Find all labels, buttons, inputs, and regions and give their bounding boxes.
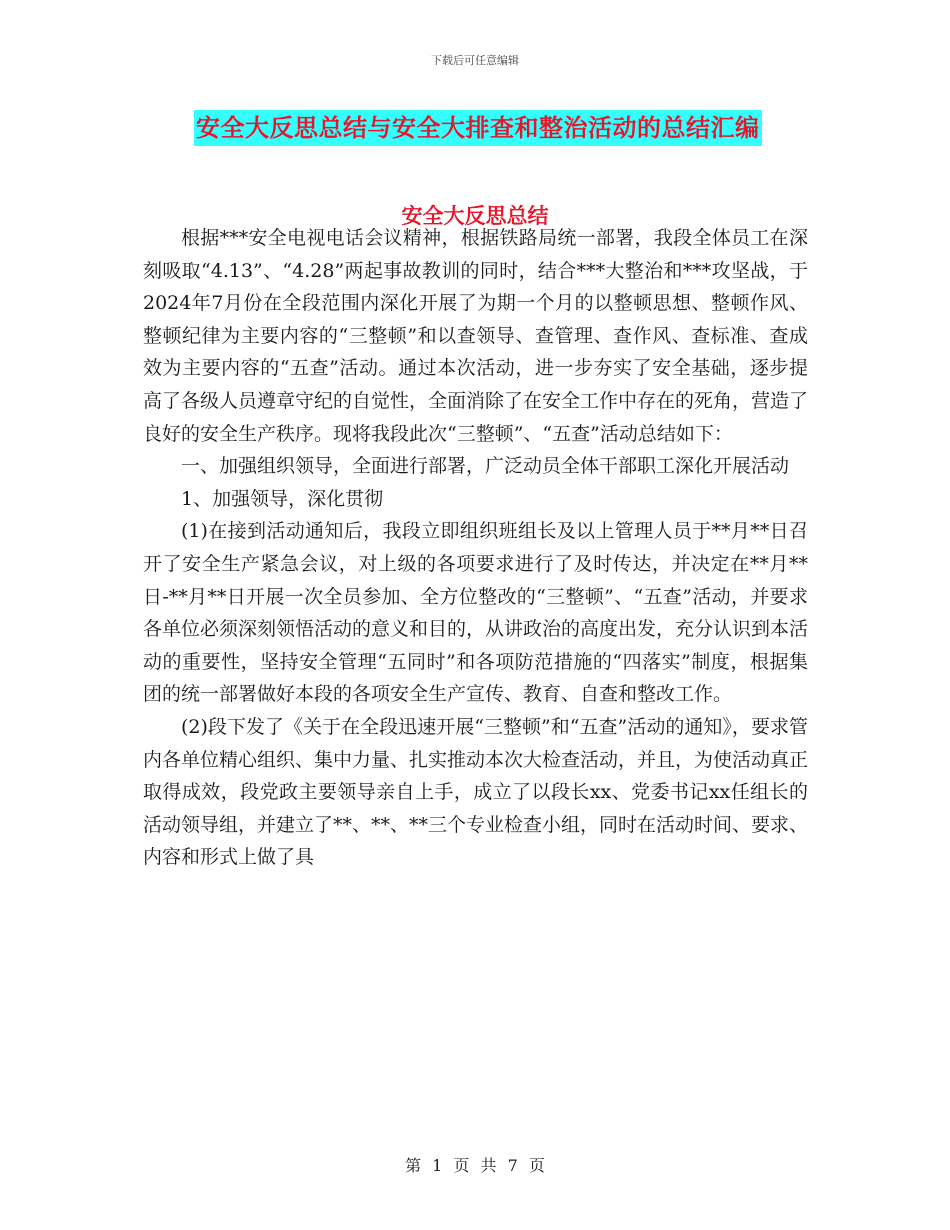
page-number-footer: 第 1 页 共 7 页 <box>405 1156 545 1175</box>
paragraph: (1)在接到活动通知后，我段立即组织班组长及以上管理人员于**月**日召开了安全生产紧急会议，对上级的各项要求进行了及时传达，并决定在**月**日-**月**日开展一次全员参加、全方位整改的“三整顿”、“五查”活动，并要求各单位必须深刻领悟活动的意义和目的，从讲政治的高度出发，充分认识到本活动的重要性，坚持安全管理“五同时”和各项防范措施的“四落实”制度，根据集团的统一部署做好本段的各项安全生产宣传、教育、自查和整改工作。 <box>143 520 809 706</box>
paragraph: 1、加强领导，深化贯彻 <box>181 487 384 510</box>
paragraph: 一、加强组织领导，全面进行部署，广泛动员全体干部职工深化开展活动 <box>181 455 790 478</box>
document-body <box>143 222 808 874</box>
paragraph: 根据***安全电视电话会议精神，根据铁路局统一部署，我段全体员工在深刻吸取“4.13”、“4.28”两起事故教训的同时，结合***大整治和***攻坚战，于2024年7月份在全段范围内深化开展了为期一个月的以整顿思想、整顿作风、整顿纪律为主要内容的“三整顿”和以查领导、查管理、查作风、查标准、查成效为主要内容的“五查”活动。通过本次活动，进一步夯实了安全基础，逐步提高了各级人员遵章守纪的自觉性，全面消除了在安全工作中存在的死角，营造了良好的安全生产秩序。现将我段此次“三整顿”、“五查”活动总结如下： <box>143 227 809 445</box>
paragraph: (2)段下发了《关于在全段迅速开展“三整顿”和“五查”活动的通知》，要求管内各单位精心组织、集中力量、扎实推动本次大检查活动，并且，为使活动真正取得成效，段党政主要领导亲自上手，成立了以段长xx、党委书记xx任组长的活动领导组，并建立了**、**、**三个专业检查小组，同时在活动时间、要求、内容和形式上做了具 <box>143 715 809 869</box>
section-title: 安全大反思总结 <box>401 203 549 228</box>
document-main-title: 安全大反思总结与安全大排查和整治活动的总结汇编 <box>194 110 762 146</box>
download-note: 下载后可任意编辑 <box>431 54 519 67</box>
